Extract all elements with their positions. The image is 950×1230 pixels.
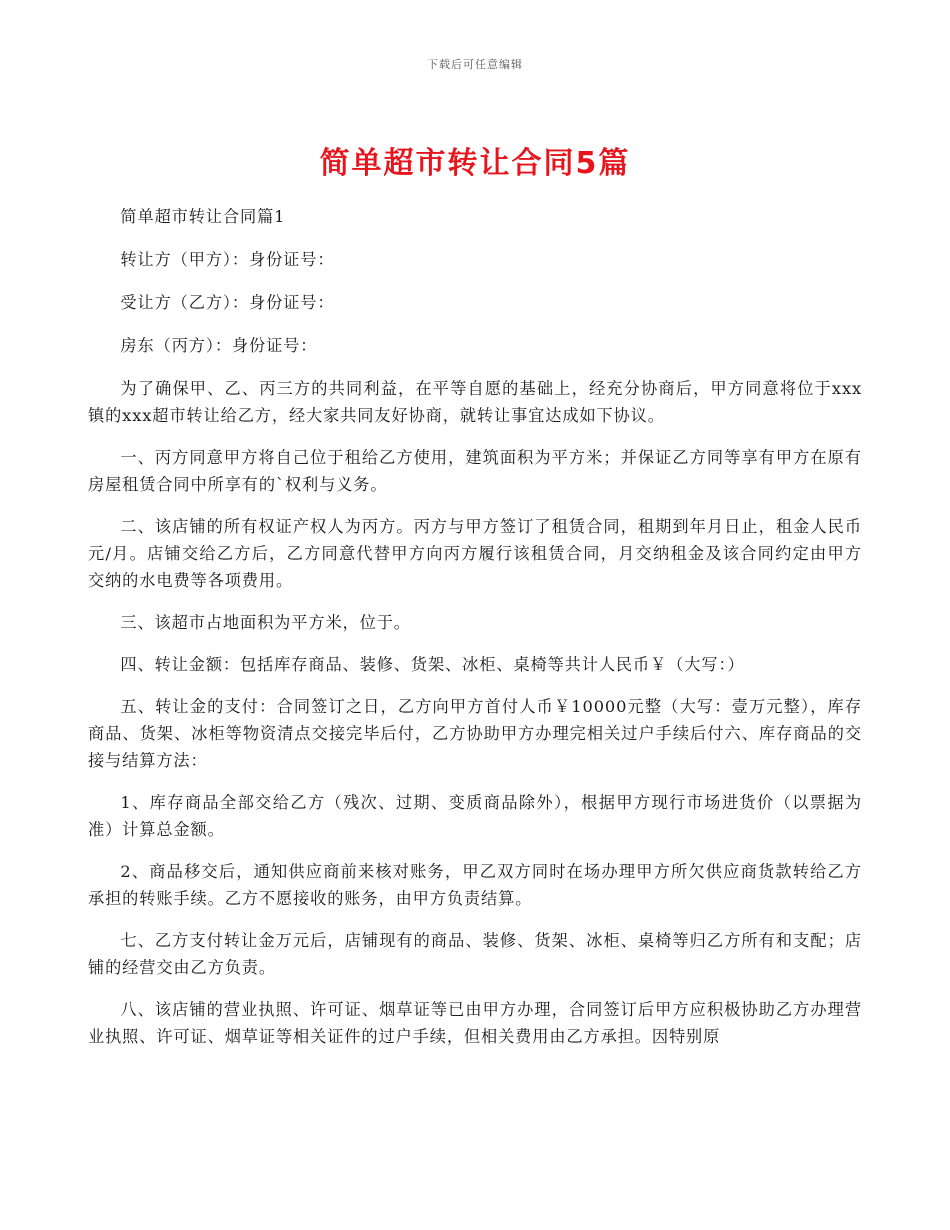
- clause-5: 五、转让金的支付：合同签订之日，乙方向甲方首付人币￥10000元整（大写：壹万元整），库存商品、货架、冰柜等物资清点交接完毕后付，乙方协助甲方办理完相关过户手续后付六、库存商品的交接与结算方法：: [88, 697, 862, 770]
- party-b-line: 受让方（乙方）：身份证号：: [120, 293, 335, 312]
- header-note: 下载后可任意编辑: [427, 58, 523, 71]
- preamble-paragraph: 为了确保甲、乙、丙三方的共同利益，在平等自愿的基础上，经充分协商后，甲方同意将位于xxx镇的xxx超市转让给乙方，经大家共同友好协商，就转让事宜达成如下协议。: [88, 379, 862, 425]
- document-body: [88, 203, 862, 1065]
- party-c-line: 房东（丙方）：身份证号：: [120, 336, 318, 355]
- section-heading: 简单超市转让合同篇1: [120, 207, 286, 226]
- clause-7: 七、乙方支付转让金万元后，店铺现有的商品、装修、货架、冰柜、桌椅等归乙方所有和支配；店铺的经营交由乙方负责。: [88, 931, 862, 977]
- party-a-line: 转让方（甲方）：身份证号：: [120, 250, 335, 269]
- clause-6-item-1: 1、库存商品全部交给乙方（残次、过期、变质商品除外），根据甲方现行市场进货价（以票据为准）计算总金额。: [88, 793, 862, 839]
- clause-8: 八、该店铺的营业执照、许可证、烟草证等已由甲方办理，合同签订后甲方应积极协助乙方办理营业执照、许可证、烟草证等相关证件的过户手续，但相关费用由乙方承担。因特别原: [88, 1000, 862, 1046]
- clause-6-item-2: 2、商品移交后，通知供应商前来核对账务，甲乙双方同时在场办理甲方所欠供应商货款转给乙方承担的转账手续。乙方不愿接收的账务，由甲方负责结算。: [88, 862, 862, 908]
- clause-3: 三、该超市占地面积为平方米，位于。: [120, 613, 411, 632]
- clause-2: 二、该店铺的所有权证产权人为丙方。丙方与甲方签订了租赁合同，租期到年月日止，租金人民币元/月。店铺交给乙方后，乙方同意代替甲方向丙方履行该租赁合同，月交纳租金及该合同约定由甲方交纳的水电费等各项费用。: [88, 517, 862, 590]
- clause-4: 四、转让金额：包括库存商品、装修、货架、冰柜、桌椅等共计人民币￥（大写：）: [120, 655, 745, 674]
- clause-1: 一、丙方同意甲方将自己位于租给乙方使用，建筑面积为平方米；并保证乙方同等享有甲方在原有房屋租赁合同中所享有的`权利与义务。: [88, 448, 862, 494]
- document-title: 简单超市转让合同5篇: [319, 146, 631, 181]
